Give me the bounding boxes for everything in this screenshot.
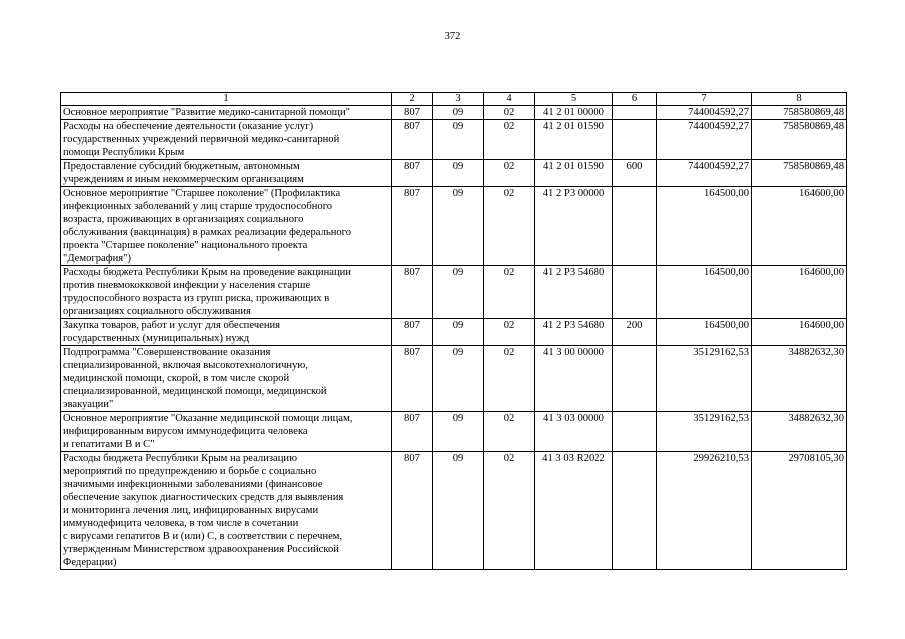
gp-code: 807 bbox=[392, 160, 433, 187]
section-code: 09 bbox=[433, 266, 484, 319]
expense-type-code bbox=[613, 452, 657, 570]
row-name-line: утвержденным Министерством здравоохранения Российской bbox=[63, 544, 339, 555]
row-name-line: Расходы бюджета Республики Крым на реализацию bbox=[63, 453, 298, 464]
col-header-2: 2 bbox=[392, 93, 433, 106]
row-name-line: Основное мероприятие "Развитие медико-санитарной помощи" bbox=[63, 107, 350, 118]
col-header-5: 5 bbox=[535, 93, 613, 106]
gp-code: 807 bbox=[392, 412, 433, 452]
row-name-line: Предоставление субсидий бюджетным, автономным bbox=[63, 161, 300, 172]
section-code: 09 bbox=[433, 452, 484, 570]
row-name-line: мероприятий по предупреждению и борьбе с социально bbox=[63, 466, 317, 477]
section-code: 09 bbox=[433, 120, 484, 160]
row-name-line: эвакуации" bbox=[63, 399, 114, 410]
expense-type-code bbox=[613, 106, 657, 120]
table-row bbox=[61, 120, 847, 160]
row-name bbox=[61, 452, 392, 570]
amount-year-2: 758580869,48 bbox=[752, 160, 847, 187]
amount-year-1: 164500,00 bbox=[657, 266, 752, 319]
row-name bbox=[61, 160, 392, 187]
amount-year-2: 758580869,48 bbox=[752, 106, 847, 120]
row-name-line: организациях социального обслуживания bbox=[63, 306, 251, 317]
row-name-line: возраста, проживающих в организациях социального bbox=[63, 214, 304, 225]
amount-year-1: 744004592,27 bbox=[657, 160, 752, 187]
gp-code: 807 bbox=[392, 319, 433, 346]
row-name bbox=[61, 412, 392, 452]
row-name-line: Основное мероприятие "Старшее поколение" (Профилактика bbox=[63, 188, 341, 199]
col-header-3: 3 bbox=[433, 93, 484, 106]
budget-table-body bbox=[61, 106, 847, 570]
col-header-1: 1 bbox=[61, 93, 392, 106]
amount-year-1: 35129162,53 bbox=[657, 412, 752, 452]
target-article-code: 41 2 01 01590 bbox=[535, 160, 613, 187]
expense-type-code bbox=[613, 120, 657, 160]
row-name-line: Подпрограмма "Совершенствование оказания bbox=[63, 347, 271, 358]
row-name-line: государственных учреждений первичной медико-санитарной bbox=[63, 134, 340, 145]
subsection-code: 02 bbox=[484, 120, 535, 160]
expense-type-code bbox=[613, 266, 657, 319]
gp-code: 807 bbox=[392, 187, 433, 266]
section-code: 09 bbox=[433, 319, 484, 346]
row-name-line: обеспечение закупок диагностических средств для выявления bbox=[63, 492, 344, 503]
col-header-4: 4 bbox=[484, 93, 535, 106]
gp-code: 807 bbox=[392, 346, 433, 412]
row-name-line: инфекционных заболеваний у лиц старше трудоспособного bbox=[63, 201, 333, 212]
row-name-line: "Демография") bbox=[63, 253, 131, 264]
expense-type-code bbox=[613, 346, 657, 412]
row-name bbox=[61, 266, 392, 319]
section-code: 09 bbox=[433, 412, 484, 452]
table-row bbox=[61, 187, 847, 266]
gp-code: 807 bbox=[392, 452, 433, 570]
subsection-code: 02 bbox=[484, 160, 535, 187]
amount-year-1: 164500,00 bbox=[657, 319, 752, 346]
subsection-code: 02 bbox=[484, 319, 535, 346]
row-name-line: и мониторинга лечения лиц, инфицированных вирусами bbox=[63, 505, 319, 516]
subsection-code: 02 bbox=[484, 452, 535, 570]
table-row bbox=[61, 452, 847, 570]
table-row bbox=[61, 346, 847, 412]
row-name-line: инфицированным вирусом иммунодефицита человека bbox=[63, 426, 308, 437]
row-name-line: медицинской помощи, скорой, в том числе скорой bbox=[63, 373, 290, 384]
row-name-line: Федерации) bbox=[63, 557, 117, 568]
budget-table bbox=[60, 92, 847, 570]
col-header-6: 6 bbox=[613, 93, 657, 106]
target-article-code: 41 2 P3 54680 bbox=[535, 266, 613, 319]
amount-year-2: 164600,00 bbox=[752, 319, 847, 346]
expense-type-code: 200 bbox=[613, 319, 657, 346]
target-article-code: 41 3 00 00000 bbox=[535, 346, 613, 412]
row-name-line: проекта "Старшее поколение" национального проекта bbox=[63, 240, 308, 251]
col-header-7: 7 bbox=[657, 93, 752, 106]
amount-year-2: 34882632,30 bbox=[752, 412, 847, 452]
subsection-code: 02 bbox=[484, 187, 535, 266]
row-name-line: Расходы на обеспечение деятельности (оказание услуг) bbox=[63, 121, 314, 132]
section-code: 09 bbox=[433, 160, 484, 187]
expense-type-code bbox=[613, 412, 657, 452]
section-code: 09 bbox=[433, 106, 484, 120]
col-header-8: 8 bbox=[752, 93, 847, 106]
row-name-line: значимыми инфекционными заболеваниями (финансовое bbox=[63, 479, 323, 490]
row-name bbox=[61, 319, 392, 346]
gp-code: 807 bbox=[392, 106, 433, 120]
page-number: 372 bbox=[444, 31, 461, 42]
section-code: 09 bbox=[433, 346, 484, 412]
target-article-code: 41 2 01 00000 bbox=[535, 106, 613, 120]
row-name bbox=[61, 120, 392, 160]
subsection-code: 02 bbox=[484, 346, 535, 412]
row-name-line: Основное мероприятие "Оказание медицинской помощи лицам, bbox=[63, 413, 353, 424]
row-name-line: трудоспособного возраста из групп риска, проживающих в bbox=[63, 293, 330, 304]
row-name-line: помощи Республики Крым bbox=[63, 147, 185, 158]
table-row bbox=[61, 106, 847, 120]
table-row bbox=[61, 160, 847, 187]
target-article-code: 41 2 01 01590 bbox=[535, 120, 613, 160]
section-code: 09 bbox=[433, 187, 484, 266]
amount-year-1: 29926210,53 bbox=[657, 452, 752, 570]
row-name-line: специализированной, медицинской помощи, медицинской bbox=[63, 386, 327, 397]
amount-year-1: 164500,00 bbox=[657, 187, 752, 266]
subsection-code: 02 bbox=[484, 106, 535, 120]
amount-year-2: 29708105,30 bbox=[752, 452, 847, 570]
table-row bbox=[61, 412, 847, 452]
row-name-line: специализированной, включая высокотехнологичную, bbox=[63, 360, 308, 371]
amount-year-1: 744004592,27 bbox=[657, 106, 752, 120]
row-name-line: иммунодефицита человека, в том числе в сочетании bbox=[63, 518, 299, 529]
expense-type-code: 600 bbox=[613, 160, 657, 187]
amount-year-1: 35129162,53 bbox=[657, 346, 752, 412]
target-article-code: 41 2 P3 00000 bbox=[535, 187, 613, 266]
row-name-line: против пневмококковой инфекции у населения старше bbox=[63, 280, 311, 291]
table-row bbox=[61, 266, 847, 319]
row-name bbox=[61, 346, 392, 412]
amount-year-2: 758580869,48 bbox=[752, 120, 847, 160]
target-article-code: 41 3 03 00000 bbox=[535, 412, 613, 452]
row-name-line: с вирусами гепатитов В и (или) С, в соответствии с перечнем, bbox=[63, 531, 343, 542]
row-name-line: и гепатитами В и С" bbox=[63, 439, 155, 450]
target-article-code: 41 2 P3 54680 bbox=[535, 319, 613, 346]
row-name-line: государственных (муниципальных) нужд bbox=[63, 333, 250, 344]
gp-code: 807 bbox=[392, 120, 433, 160]
gp-code: 807 bbox=[392, 266, 433, 319]
amount-year-2: 164600,00 bbox=[752, 187, 847, 266]
row-name bbox=[61, 106, 392, 120]
expense-type-code bbox=[613, 187, 657, 266]
subsection-code: 02 bbox=[484, 412, 535, 452]
row-name-line: Расходы бюджета Республики Крым на проведение вакцинации bbox=[63, 267, 351, 278]
row-name-line: учреждениям и иным некоммерческим организациям bbox=[63, 174, 304, 185]
table-row bbox=[61, 319, 847, 346]
amount-year-2: 34882632,30 bbox=[752, 346, 847, 412]
amount-year-1: 744004592,27 bbox=[657, 120, 752, 160]
target-article-code: 41 3 03 R2022 bbox=[535, 452, 613, 570]
row-name bbox=[61, 187, 392, 266]
amount-year-2: 164600,00 bbox=[752, 266, 847, 319]
row-name-line: обслуживания (вакцинация) в рамках реализации федерального bbox=[63, 227, 352, 238]
subsection-code: 02 bbox=[484, 266, 535, 319]
header-row bbox=[61, 93, 847, 106]
row-name-line: Закупка товаров, работ и услуг для обеспечения bbox=[63, 320, 281, 331]
